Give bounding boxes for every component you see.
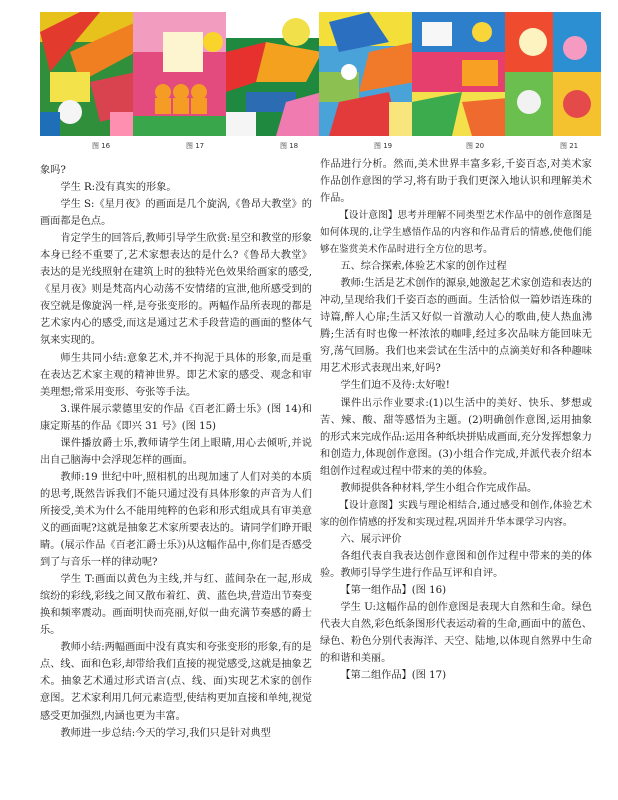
figure-20-image (412, 12, 508, 136)
group-label: 【第二组作品】(图 17) (340, 670, 447, 682)
section-heading: 六、展示评价 (340, 533, 402, 545)
figure-21-image (505, 12, 601, 136)
paragraph: 教师小结:两幅画面中没有真实和夸张变形的形象,有的是点、线、面和色彩,却带给我们直接的视觉感受,这就是抽象艺术。抽象艺术通过形式语言(点、线、面)实现艺术家的创作意图。艺术家利用几何元素造型,使结构更加直接和单纯,视觉感受更加强烈,内涵也更为丰富。 (40, 642, 312, 722)
figure-17-image (133, 12, 229, 136)
figure-16-image (40, 12, 136, 136)
paragraph: 课件出示作业要求:(1)以生活中的美好、快乐、梦想或苦、辣、酸、甜等感悟为主题。(2)明确创作意图,运用抽象的形式来完成作品:运用各种纸块拼贴成画面,充分发挥想象力和创造力,体现创作意图。(3)小组合作完成,并派代表介绍本组创作过程或过程中带来的美的体验。 (320, 397, 592, 477)
figure-19-caption: 图 19 (374, 142, 393, 150)
figure-strip (40, 12, 600, 162)
figure-17-caption: 图 17 (186, 142, 205, 150)
paragraph: 教师进一步总结:今天的学习,我们只是针对典型 (60, 727, 271, 739)
design-intent-note: 【设计意图】思考并理解不同类型艺术作品中的创作意图是如何体现的,让学生感悟作品的内容和作品背后的情感,使他们能够在鉴赏美术作品时进行全方位的思考。 (320, 210, 592, 256)
left-column (40, 162, 312, 742)
paragraph: 学生 R:没有真实的形象。 (60, 182, 177, 194)
figure-18-image (226, 12, 322, 136)
paragraph: 教师提供各种材料,学生小组合作完成作品。 (340, 482, 538, 494)
paragraph: 学生 T:画面以黄色为主线,并与红、蓝间杂在一起,形成缤纷的彩线,彩线之间又散布着红、黄、蓝色块,营造出节奏变换和频率震动。画面明快而亮丽,好似一曲充满节奏感的爵士乐。 (40, 574, 312, 637)
paragraph: 各组代表自我表达创作意图和创作过程中带来的美的体验。教师引导学生进行作品互评和自评。 (320, 550, 592, 579)
figure-21-caption: 图 21 (560, 142, 579, 150)
paragraph: 作品进行分析。然而,美术世界丰富多彩,千姿百态,对美术家作品创作意图的学习,将有助于我们更深入地认识和理解美术作品。 (320, 159, 592, 205)
design-intent-note: 【设计意图】实践与理论相结合,通过感受和创作,体验艺术家的创作情感的抒发和实现过程,巩固并升华本课学习内容。 (320, 499, 592, 528)
section-heading: 五、综合探索,体验艺术家的创作过程 (340, 261, 507, 273)
paragraph: 师生共同小结:意象艺术,并不拘泥于具体的形象,而是重在表达艺术家主观的精神世界。即艺术家的感受、观念和审美理想;常采用变形、夸张等手法。 (40, 352, 312, 398)
figure-19-image (319, 12, 415, 136)
paragraph: 3.课件展示蒙德里安的作品《百老汇爵士乐》(图 14)和康定斯基的作品《即兴 31 号》(图 15) (40, 403, 312, 432)
paragraph: 教师:生活是艺术创作的源泉,她激起艺术家创造和表达的冲动,呈现给我们千姿百态的画面。生活恰似一篇妙语连珠的诗篇,醉人心扉;生活又好似一首激动人心的歌曲,使人热血沸腾;生活有时也像一杯浓浓的咖啡,经过多次品味方能回味无穷,荡气回肠。我们也来尝试在生活中的点滴美好和各种趣味用艺术形式表现出来,好吗? (320, 278, 592, 375)
paragraph: 象吗? (40, 165, 66, 176)
right-column (320, 156, 592, 684)
paragraph: 学生 S:《星月夜》的画面是几个旋涡,《鲁昂大教堂》的画面都是色点。 (40, 199, 312, 228)
figure-16-caption: 图 16 (92, 142, 111, 150)
group-label: 【第一组作品】(图 16) (340, 584, 447, 596)
paragraph: 学生们迫不及待:太好啦! (340, 380, 450, 392)
paragraph: 课件播放爵士乐,教师请学生闭上眼睛,用心去倾听,并说出自己脑海中会浮现怎样的画面。 (40, 437, 312, 466)
figure-20-caption: 图 20 (466, 142, 485, 150)
figure-18-caption: 图 18 (280, 142, 299, 150)
paragraph: 肯定学生的回答后,教师引导学生欣赏:星空和教堂的形象本身已经不重要了,艺术家想表达的是什么?《鲁昂大教堂》表达的是光线照射在建筑上时的独特光色效果给画家的感受,《星月夜》则是梵高内心动荡不安情绪的宣泄,他所感受到的夜空就是像旋涡一样,是夸张变形的。两幅作品所表现的都是艺术家内心的感受,而这是通过艺术手段营造的画面的整体气氛来实现的。 (40, 233, 312, 347)
paragraph: 学生 U:这幅作品的创作意图是表现大自然和生命。绿色代表大自然,彩色纸条图形代表运动着的生命,画面中的蓝色、绿色、粉色分别代表海洋、天空、陆地,以体现自然界中生命的和谐和美丽。 (320, 601, 592, 665)
paragraph: 教师:19 世纪中叶,照相机的出现加速了人们对美的本质的思考,既然告诉我们不能只通过没有具体形象的声音为人们所接受,美术为什么不能用纯粹的色彩和形式组成具有审美意义的画面呢?这就是抽象艺术家所要表达的。请同学们睁开眼睛。(展示作品《百老汇爵士乐》)从这幅作品中,你们是否感受到了与音乐一样的律动呢? (40, 471, 312, 569)
